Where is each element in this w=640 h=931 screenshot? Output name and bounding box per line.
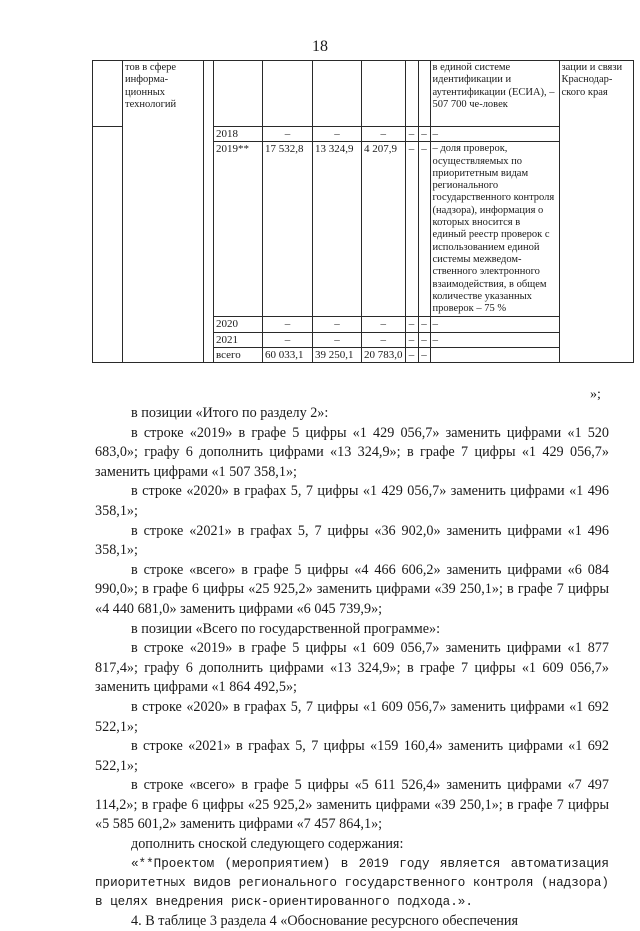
cell-value: – [430, 332, 559, 347]
footnote-paragraph: «**Проектом (мероприятием) в 2019 году является автоматизация приоритетных видов регионального государственного контроля (надзора) в целях внедрения риск-ориентированного подхода.». [95, 856, 609, 909]
table-closing-mark: »; [590, 387, 601, 402]
cell-value: – [362, 127, 406, 142]
paragraph: в позиции «Итого по разделу 2»: [131, 405, 329, 421]
program-table [92, 60, 634, 363]
cell-empty [405, 61, 418, 127]
cell-value: 60 033,1 [263, 348, 313, 363]
cell-value: – [418, 332, 430, 347]
paragraph: в строке «2021» в графах 5, 7 цифры «36 902,0» заменить цифрами «1 496 358,1»; [95, 522, 609, 559]
cell-event-name: тов в сфере информа-ционных технологий [123, 61, 204, 363]
cell-value: – [405, 332, 418, 347]
cell-value: 20 783,0 [362, 348, 406, 363]
cell-value: – [263, 127, 313, 142]
cell-value: – [313, 317, 362, 332]
cell-value: – [362, 317, 406, 332]
paragraph: в строке «всего» в графе 5 цифры «5 611 526,4» заменить цифрами «7 497 114,2»; в графе 6 цифры «25 925,2» заменить цифрами «39 250,1»; в графе 7 цифры «5 585 601,2» заменить цифрами «7 457 864,1»; [95, 777, 609, 833]
cell-value: – [405, 127, 418, 142]
cell-value [430, 348, 559, 363]
cell-empty [418, 61, 430, 127]
cell-value: – [263, 332, 313, 347]
cell-value: – [418, 142, 430, 317]
cell-year: 2020 [214, 317, 263, 332]
cell-empty [263, 61, 313, 127]
cell-value: – [418, 348, 430, 363]
cell-value: 39 250,1 [313, 348, 362, 363]
cell-value: – [430, 317, 559, 332]
cell-value: – [362, 332, 406, 347]
table-row [93, 61, 634, 127]
paragraph: 4. В таблице 3 раздела 4 «Обоснование ресурсного обеспечения [131, 912, 519, 929]
paragraph: дополнить сноской следующего содержания: [131, 836, 404, 853]
cell-empty [362, 61, 406, 127]
cell-empty [313, 61, 362, 127]
cell-empty [93, 61, 123, 127]
cell-indicator-text [430, 142, 559, 317]
cell-empty [204, 61, 214, 363]
cell-value: – [405, 317, 418, 332]
cell-indicator-body: доля проверок, осуществляемых по приоритетным видам регионального государственного контроля (надзора), информация о которых вносится в единый реестр проверок с использованием единой системы межведом-ственного электронного взаимодействия, в общем количестве указанных проверок – 75 % [432, 143, 555, 315]
cell-executor: зации и связи Краснодар-ского края [559, 61, 633, 363]
paragraph: в позиции «Всего по государственной программе»: [131, 620, 441, 637]
cell-value: – [263, 317, 313, 332]
cell-value: 17 532,8 [263, 142, 313, 317]
cell-value: – [405, 348, 418, 363]
amendment-text [95, 404, 609, 931]
paragraph: в строке «2019» в графе 5 цифры «1 609 056,7» заменить цифрами «1 877 817,4»; графу 6 дополнить цифрами «13 324,9»; в графе 7 цифры «1 609 056,7» заменить цифрами «1 864 492,5»; [95, 640, 609, 696]
cell-year: 2018 [214, 127, 263, 142]
cell-value: – [418, 317, 430, 332]
cell-year: всего [214, 348, 263, 363]
cell-year: 2019** [214, 142, 263, 317]
cell-value: 4 207,9 [362, 142, 406, 317]
cell-value: 13 324,9 [313, 142, 362, 317]
paragraph: в строке «2019» в графе 5 цифры «1 429 056,7» заменить цифрами «1 520 683,0»; графу 6 дополнить цифрами «13 324,9»; в графе 7 цифры «1 429 056,7» заменить цифрами «1 507 358,1»; [95, 424, 609, 480]
paragraph: в строке «2020» в графах 5, 7 цифры «1 609 056,7» заменить цифрами «1 692 522,1»; [95, 698, 609, 735]
paragraph: в строке «2021» в графах 5, 7 цифры «159 160,4» заменить цифрами «1 692 522,1»; [95, 738, 609, 774]
cell-value: – [313, 127, 362, 142]
cell-value: – [430, 127, 559, 142]
page-number: 18 [312, 38, 328, 55]
cell-value: – [313, 332, 362, 347]
cell-value: – [418, 127, 430, 142]
cell-indicator: в единой системе идентификации и аутентификации (ЕСИА), – 507 700 че-ловек [430, 61, 559, 127]
paragraph: в строке «2020» в графах 5, 7 цифры «1 429 056,7» заменить цифрами «1 496 358,1»; [95, 483, 609, 519]
cell-empty [93, 127, 123, 363]
cell-value: – [405, 142, 418, 317]
cell-year: 2021 [214, 332, 263, 347]
cell-empty [214, 61, 263, 127]
paragraph: в строке «всего» в графе 5 цифры «4 466 606,2» заменить цифрами «6 084 990,0»; в графе 6 цифры «25 925,2» заменить цифрами «39 250,1»; в графе 7 цифры «4 440 681,0» заменить цифрами «6 045 739,9»; [95, 561, 609, 617]
cell-dash: – [432, 143, 438, 155]
